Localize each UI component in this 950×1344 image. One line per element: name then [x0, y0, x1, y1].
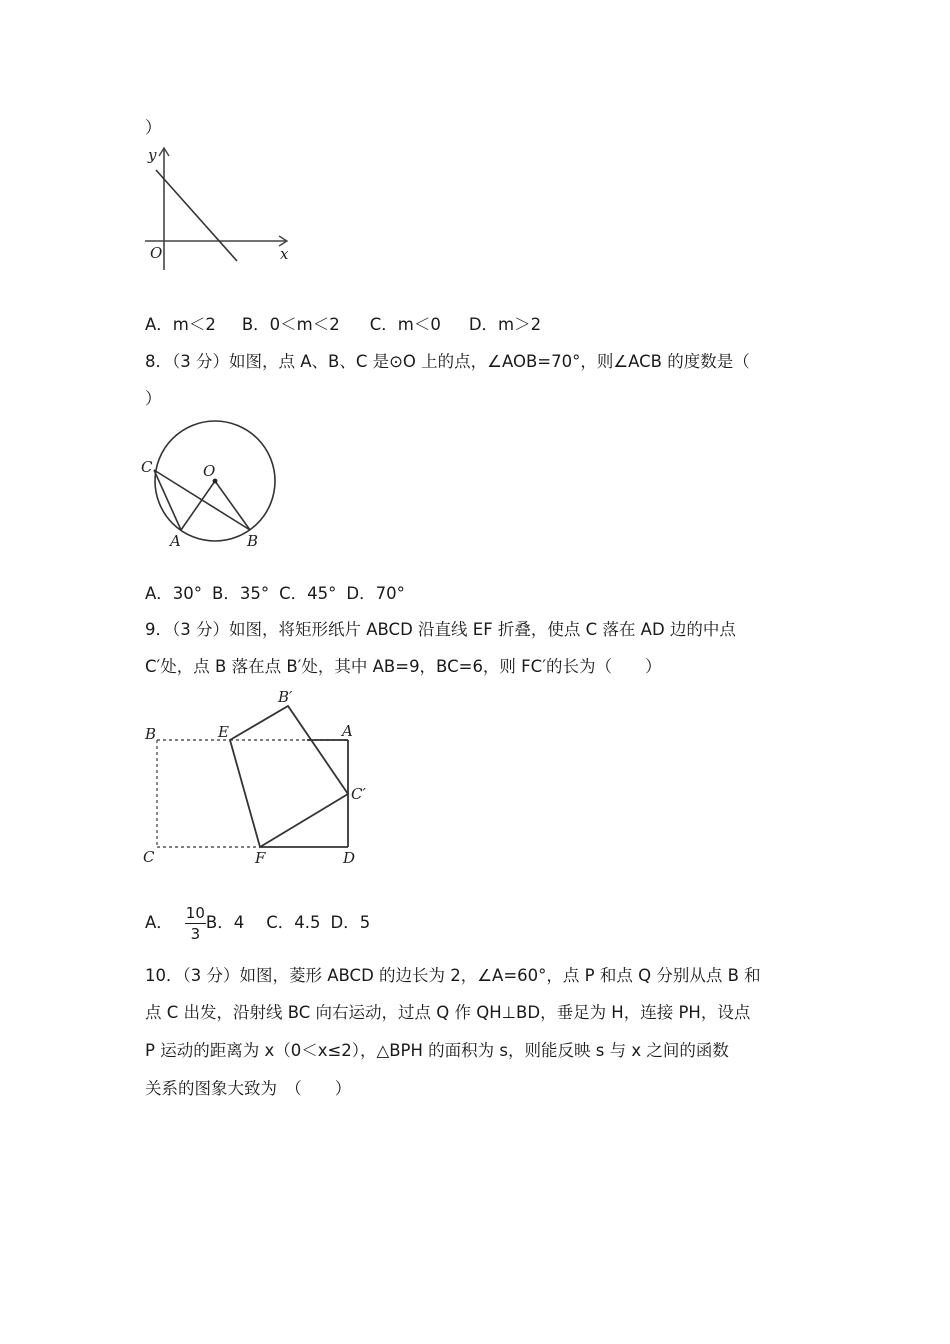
q9-option-a-fraction — [185, 904, 206, 943]
function-line — [156, 170, 237, 261]
q10-stem-line2: 点 C 出发，沿射线 BC 向右运动，过点 Q 作 QH⊥BD，垂足为 H，连接 PH，设点 — [145, 1003, 751, 1022]
q7-figure — [140, 140, 300, 270]
label-d: D — [343, 849, 356, 867]
q8-options — [145, 584, 405, 604]
folded-quad — [230, 706, 348, 847]
q9-option-c: C．4.5 — [266, 913, 321, 932]
segment-ob — [215, 481, 250, 530]
q9-option-a-prefix: A． — [145, 913, 173, 932]
label-b-prime: B′ — [278, 688, 293, 706]
q7-option-c: C．m＜0 — [369, 315, 441, 334]
fraction-numerator: 10 — [185, 904, 205, 922]
q8-stem-line1: 8．（3 分）如图，点 A、B、C 是⊙O 上的点，∠AOB=70°，则∠ACB 的度数是（ — [145, 352, 750, 371]
label-e: E — [218, 723, 229, 741]
q7-closing-paren: ） — [145, 118, 162, 137]
q10-stem-line3: P 运动的距离为 x（0＜x≤2），△BPH 的面积为 s，则能反映 s 与 x 之间的函数 — [145, 1041, 729, 1060]
q7-option-d: D．m＞2 — [468, 315, 542, 334]
q9-stem-line2: C′处，点 B 落在点 B′处，其中 AB=9，BC=6，则 FC′的长为（ ） — [145, 657, 662, 676]
y-axis-label: y — [148, 146, 157, 164]
q7-option-b: B．0＜m＜2 — [241, 315, 340, 334]
label-c: C — [141, 458, 153, 476]
origin-label: O — [150, 244, 163, 262]
label-a: A — [170, 532, 181, 550]
fraction-denominator: 3 — [190, 925, 201, 943]
label-c: C — [143, 848, 155, 866]
q10-stem-line1: 10．（3 分）如图，菱形 ABCD 的边长为 2，∠A=60°，点 P 和点 Q 分别从点 B 和 — [145, 966, 761, 985]
q8-stem-line2: ） — [145, 389, 162, 408]
q8-figure — [138, 414, 288, 554]
label-c-prime: C′ — [351, 785, 366, 803]
q7-options — [145, 315, 541, 335]
label-o: O — [203, 462, 216, 480]
label-b: B — [145, 725, 157, 743]
label-f: F — [255, 849, 266, 867]
q9-option-b: B．4 — [205, 913, 245, 932]
label-a: A — [342, 722, 353, 740]
q9-stem-line1: 9．（3 分）如图，将矩形纸片 ABCD 沿直线 EF 折叠，使点 C 落在 AD 边的中点 — [145, 620, 736, 639]
label-b: B — [247, 532, 259, 550]
q9-options — [145, 903, 370, 943]
x-axis-label: x — [280, 245, 289, 263]
q9-figure — [140, 684, 380, 869]
q8-option-c: C．45° — [279, 584, 337, 603]
q8-option-d: D．70° — [346, 584, 405, 603]
q10-stem-line4: 关系的图象大致为 （ ） — [145, 1079, 352, 1098]
q8-option-a: A．30° — [145, 584, 203, 603]
q8-option-b: B．35° — [212, 584, 270, 603]
q7-option-a: A．m＜2 — [145, 315, 216, 334]
q9-option-d: D．5 — [330, 913, 371, 932]
